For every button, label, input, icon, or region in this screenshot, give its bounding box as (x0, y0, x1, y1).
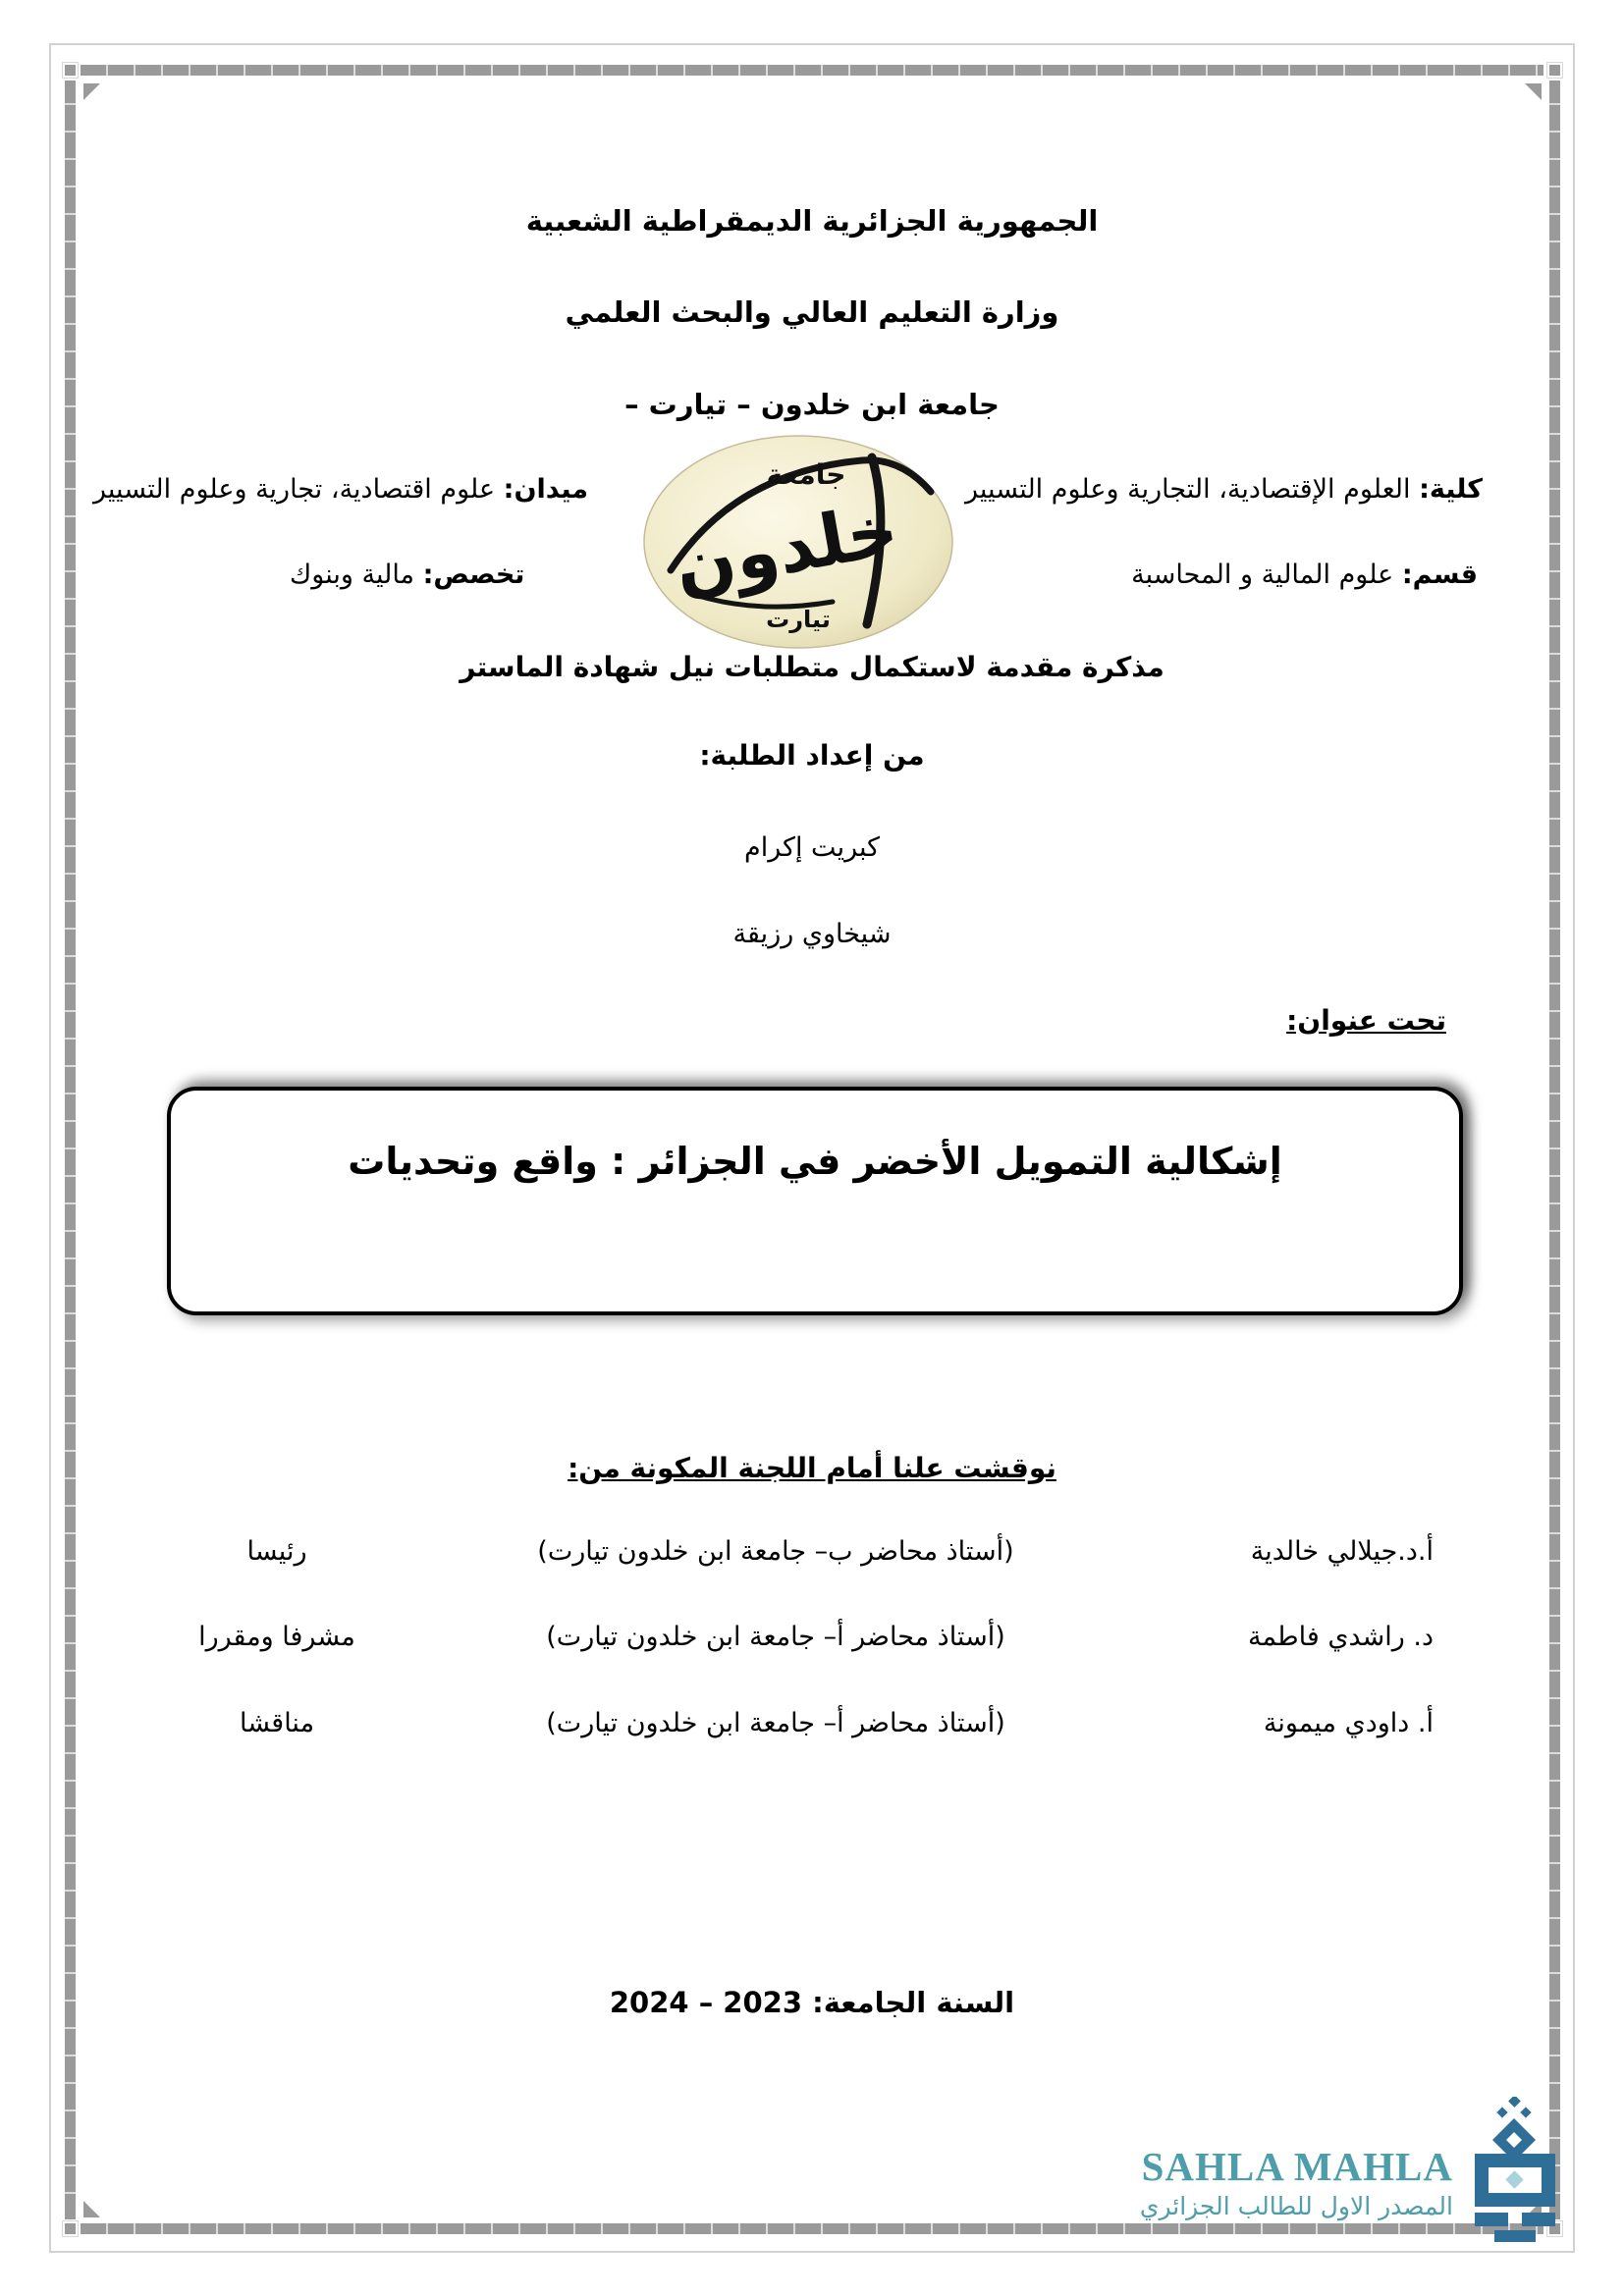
field-line (93, 474, 588, 505)
republic-line: الجمهورية الجزائرية الديمقراطية الشعبية (525, 204, 1099, 238)
watermark-block (1140, 2143, 1453, 2220)
committee-row-3 (0, 1708, 1624, 1753)
committee-member-name: أ.د.جيلالي خالدية (1250, 1536, 1434, 1567)
specialty-value: مالية وبنوك (290, 560, 423, 590)
university-line: جامعة ابن خلدون – تيارت – (624, 388, 1000, 421)
committee-member-grade: (أستاذ محاضر أ– جامعة ابن خلدون تيارت) (546, 1708, 1005, 1738)
prepared-by-label: من إعداد الطلبة: (699, 739, 925, 772)
art-border-top (81, 65, 1543, 76)
student-name-2: شيخاوي رزيقة (732, 919, 892, 949)
committee-member-name: د. راشدي فاطمة (1248, 1622, 1434, 1652)
faculty-line (965, 474, 1483, 505)
field-value: علوم اقتصادية، تجارية وعلوم التسيير (93, 474, 504, 505)
watermark-brand-text: SAHLA MAHLA (1141, 2144, 1453, 2189)
specialty-line (290, 560, 524, 590)
logo-word-bottom: تيارت (766, 606, 831, 633)
committee-member-name: أ. داودي ميمونة (1263, 1708, 1434, 1738)
field-label: ميدان: (503, 474, 589, 505)
faculty-label: كلية: (1419, 474, 1483, 505)
ministry-line: وزارة التعليم العالي والبحث العلمي (565, 295, 1059, 329)
department-value: علوم المالية و المحاسبة (1131, 560, 1402, 590)
committee-member-role: رئيسا (246, 1536, 307, 1567)
under-title-label: تحت عنوان: (1286, 1004, 1446, 1037)
logo-word-top: جامعة (766, 458, 846, 491)
department-label: قسم: (1401, 560, 1478, 590)
thesis-title: إشكالية التمويل الأخضر في الجزائر : واقع وتحديات (348, 1140, 1282, 1183)
thesis-note: مذكرة مقدمة لاستكمال متطلبات نيل شهادة الماستر (460, 651, 1164, 683)
university-logo (641, 433, 955, 655)
committee-member-role: مناقشا (239, 1708, 315, 1738)
watermark-tagline: المصدر الاول للطالب الجزائري (1139, 2192, 1453, 2220)
faculty-value: العلوم الإقتصادية، التجارية وعلوم التسيير (965, 474, 1420, 505)
academic-year-line: السنة الجامعة: 2023 – 2024 (609, 1986, 1015, 2019)
department-line (1131, 560, 1478, 590)
border-corner-square-tl (65, 65, 76, 76)
committee-member-grade: (أستاذ محاضر أ– جامعة ابن خلدون تيارت) (546, 1622, 1005, 1652)
committee-heading: نوقشت علنا أمام اللجنة المكونة من: (568, 1452, 1056, 1484)
border-corner-square-bl (65, 2223, 76, 2234)
border-corner-square-tr (1549, 65, 1560, 76)
committee-row-2 (0, 1622, 1624, 1667)
logo-word-main: خلدون (668, 487, 904, 609)
student-name-1: كبريت إكرام (744, 832, 880, 863)
specialty-label: تخصص: (422, 560, 525, 590)
committee-member-role: مشرفا ومقررا (198, 1622, 355, 1652)
committee-row-1 (0, 1536, 1624, 1581)
watermark-calligraphy-icon (1457, 2097, 1573, 2248)
art-border-bottom (81, 2223, 1543, 2234)
title-box (167, 1087, 1463, 1315)
committee-member-grade: (أستاذ محاضر ب– جامعة ابن خلدون تيارت) (537, 1536, 1014, 1567)
